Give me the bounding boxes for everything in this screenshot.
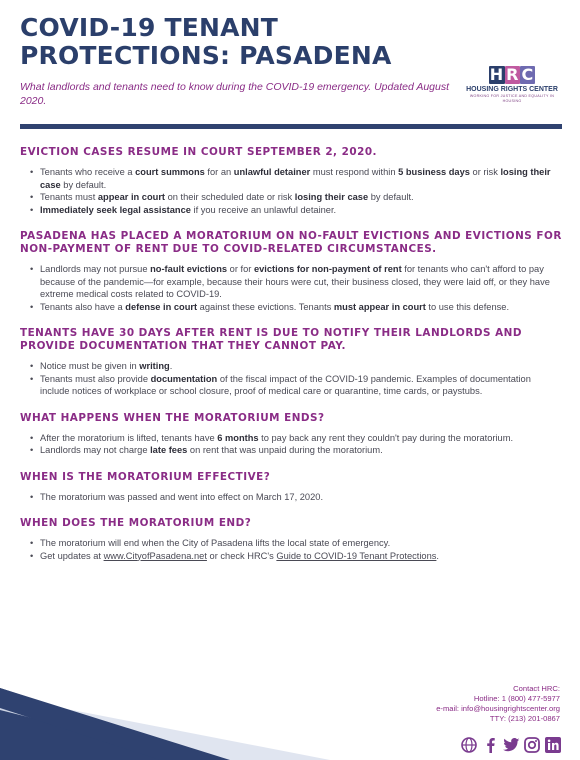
bullet-text: if you receive an unlawful detainer. [190, 204, 337, 215]
bullet-emphasis: late fees [150, 445, 188, 455]
section-heading: PASADENA HAS PLACED A MORATORIUM ON NO-FAULT EVICTIONS AND EVICTIONS FOR NON-PAYMENT OF RENT DUE TO COVID-RELATED CIRCUMSTANCES. [20, 230, 562, 255]
bullet-text: . [436, 550, 440, 561]
bullet-emphasis: Immediately seek legal assistance [40, 204, 191, 215]
bullet-text: Landlords may not pursue [40, 264, 151, 274]
section-heading: EVICTION CASES RESUME IN COURT SEPTEMBER 2, 2020. [20, 146, 377, 158]
bullet-item [40, 491, 562, 504]
bullet-link[interactable]: www.CityofPasadena.net [103, 550, 207, 561]
bullet-list [20, 263, 562, 313]
bullet-emphasis: unlawful detainer [233, 167, 311, 177]
bullet-text: for tenants who can't afford to pay because of the pandemic—for example, because their hours were cut, their business closed, they were laid off, or they have extreme medical costs related to COVID-19. [40, 264, 550, 299]
section-6 [20, 517, 562, 562]
bullet-text: Tenants must also provide [40, 373, 151, 384]
bullet-item [40, 360, 562, 373]
bullet-emphasis: losing their case [40, 167, 551, 190]
logo-tagline: WORKING FOR JUSTICE AND EQUALITY IN HOUSING [469, 94, 555, 103]
bullet-text: Notice must be given in [40, 361, 140, 371]
bullet-list [20, 166, 562, 216]
bullet-list [20, 432, 562, 457]
logo-letter-h: H [489, 65, 505, 84]
bullet-text: or for [227, 264, 254, 274]
contact-block [436, 684, 560, 724]
bullet-text: to pay back any rent they couldn't pay during the moratorium. [258, 432, 514, 443]
bullet-emphasis: must appear in court [333, 301, 426, 312]
section-2 [20, 230, 562, 313]
bullet-text: or risk [469, 167, 501, 177]
bullet-item [40, 550, 562, 563]
section-heading: TENANTS HAVE 30 DAYS AFTER RENT IS DUE TO NOTIFY THEIR LANDLORDS AND PROVIDE DOCUMENTATION THAT THEY CANNOT PAY. [20, 327, 522, 352]
bullet-item [40, 373, 562, 398]
bullet-emphasis: 6 months [217, 432, 259, 443]
bullet-text: to use this defense. [425, 301, 510, 312]
globe-icon[interactable] [460, 736, 478, 754]
bullet-list [20, 360, 562, 398]
section-1 [20, 146, 562, 216]
bullet-item [40, 204, 562, 217]
bullet-text: on their scheduled date or risk [165, 192, 295, 202]
bullet-item [40, 191, 562, 204]
bullet-text: After the moratorium is lifted, tenants have [40, 432, 218, 443]
page-subtitle: What landlords and tenants need to know during the COVID-19 emergency. Updated August 2020. [20, 81, 450, 107]
bullet-text: of the fiscal impact of the COVID-19 pandemic. Examples of documentation include notices of workplace or school closure, proof of medical care or quarantine, time cards, or paystubs. [40, 373, 531, 396]
bullet-text: Tenants who receive a [40, 167, 136, 177]
section-heading: WHAT HAPPENS WHEN THE MORATORIUM ENDS? [20, 411, 325, 424]
bullet-emphasis: defense in court [125, 301, 198, 312]
bullet-emphasis: 5 business days [398, 167, 470, 177]
bullet-text: against these evictions. Tenants [197, 301, 334, 312]
bullet-link[interactable]: Guide to COVID-19 Tenant Protections [276, 550, 437, 561]
bullet-emphasis: evictions for non-payment of rent [253, 264, 402, 274]
bullet-item [40, 301, 562, 314]
page-title: COVID-19 TENANT PROTECTIONS: PASADENA [20, 13, 392, 70]
bullet-text: Get updates at [40, 550, 104, 561]
bullet-text: or check HRC's [206, 550, 277, 561]
hrc-logo-mark [462, 66, 562, 84]
bullet-text: by default. [60, 179, 107, 190]
twitter-icon[interactable] [502, 736, 520, 754]
bullet-item [40, 444, 562, 457]
bullet-text: Tenants must [40, 192, 98, 202]
contact-email[interactable]: e-mail: info@housingrightscenter.org [436, 704, 560, 713]
section-heading: WHEN DOES THE MORATORIUM END? [20, 517, 252, 529]
bullet-text: Tenants also have a [40, 301, 126, 312]
bullet-text: The moratorium was passed and went into effect on March 17, 2020. [40, 491, 324, 502]
logo-letter-c: C [521, 65, 535, 84]
bullet-text: by default. [368, 192, 414, 202]
header-divider [20, 124, 562, 129]
contact-title: Contact HRC: [513, 684, 560, 693]
main-content [20, 146, 562, 576]
logo-name: HOUSING RIGHTS CENTER [466, 86, 558, 93]
bullet-emphasis: writing [139, 361, 170, 371]
section-3 [20, 327, 562, 398]
bullet-item [40, 263, 562, 301]
bullet-emphasis: appear in court [97, 192, 166, 202]
bullet-text: . [169, 361, 173, 371]
hrc-logo [462, 66, 562, 116]
bullet-text: must respond within [310, 167, 399, 177]
contact-hotline[interactable]: Hotline: 1 (800) 477-5977 [473, 694, 560, 703]
section-heading: WHEN IS THE MORATORIUM EFFECTIVE? [20, 470, 271, 483]
bullet-item [40, 166, 562, 191]
bullet-text: for an [204, 167, 234, 177]
bullet-item [40, 537, 562, 550]
linkedin-icon[interactable] [544, 736, 562, 754]
section-4 [20, 412, 562, 457]
bullet-item [40, 432, 562, 445]
bullet-emphasis: no-fault evictions [150, 264, 228, 274]
logo-letter-r: R [506, 65, 520, 84]
social-icons [460, 736, 562, 754]
contact-tty[interactable]: TTY: (213) 201-0867 [489, 714, 560, 723]
bullet-text: Landlords may not charge [40, 445, 151, 455]
bullet-emphasis: losing their case [294, 192, 369, 202]
instagram-icon[interactable] [523, 736, 541, 754]
section-5 [20, 471, 562, 504]
bullet-text: on rent that was unpaid during the moratorium. [187, 445, 383, 455]
bullet-text: The moratorium will end when the City of Pasadena lifts the local state of emergency. [40, 538, 391, 548]
bullet-list [20, 491, 562, 504]
bullet-emphasis: court summons [135, 167, 205, 177]
facebook-icon[interactable] [481, 736, 499, 754]
bullet-emphasis: documentation [150, 373, 218, 384]
bullet-list [20, 537, 562, 562]
